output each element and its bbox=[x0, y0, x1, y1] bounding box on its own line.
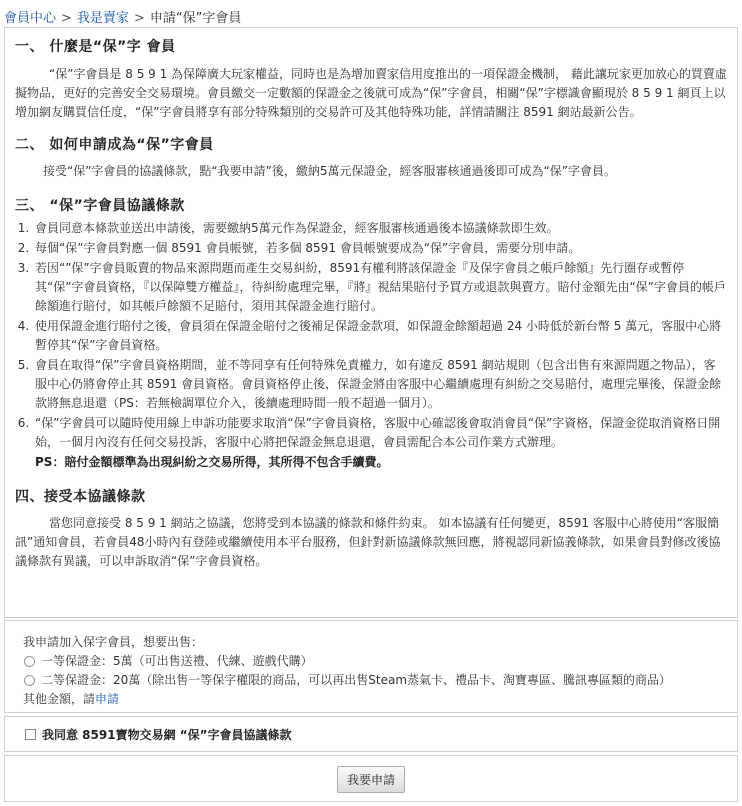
agree-checkbox[interactable] bbox=[25, 729, 36, 740]
section-body-what: “保”字會員是 8 5 9 1 為保障廣大玩家權益，同時也是為增加賣家信用度推出的一項保證金機制， 藉此讓玩家更加放心的買賣虛擬物品，更好的完善安全交易環境。會員繳交一定數額的保證金之後就可成為“保”字會員，相關“保”字標識會顯現於 8 5 9 1 網頁上以增加網友購買信任度，“保”字會員將享有部分特殊類別的交易許可及其他特殊功能，詳情請關注 8591 網站最新公告。 bbox=[15, 67, 727, 119]
breadcrumb bbox=[4, 7, 241, 26]
deposit-option-20[interactable] bbox=[23, 671, 737, 690]
section-body-accept: 當您同意接受 8 5 9 1 網站之協議，您將受到本協議的條款和條件約束。 如本協議有任何變更，8591 客服中心將使用“客服簡訊”通知會員，若會員48小時內有登陸或繼續使用本平台服務，但針對新協議條款無回應，將視認同新協義條款，如果會員對修改後協議條款有異議，可以申訴取消“保”字會員資格。 bbox=[15, 516, 721, 568]
other-amount-line bbox=[23, 690, 737, 709]
deposit-option-5-label[interactable]: 一等保證金：5萬（可出售送禮、代練、遊戲代購） bbox=[41, 654, 313, 668]
deposit-option-20-label[interactable]: 二等保證金：20萬（除出售一等保字權限的商品，可以再出售Steam蒸氣卡、禮品卡、淘寶專區、騰訊專區類的商品） bbox=[41, 673, 672, 687]
radio-button[interactable] bbox=[24, 656, 35, 667]
radio-button[interactable] bbox=[24, 675, 35, 686]
agree-panel bbox=[4, 716, 738, 752]
terms-item: 1. 會員同意本條款並送出申請後，需要繳納5萬元作為保證金，經客服審核通過後本協議條款即生效。 bbox=[33, 219, 727, 238]
breadcrumb-current: 申請“保”字會員 bbox=[149, 11, 242, 26]
agreement-panel bbox=[4, 27, 738, 618]
deposit-options-panel bbox=[4, 620, 738, 713]
terms-list bbox=[15, 219, 727, 452]
other-amount-apply-link[interactable]: 申請 bbox=[95, 692, 120, 706]
deposit-option-5[interactable] bbox=[23, 652, 737, 671]
submit-panel bbox=[4, 755, 738, 802]
section-title-accept: 四、接受本協議條款 bbox=[15, 489, 146, 505]
terms-ps-note: PS：賠付金額標準為出現糾紛之交易所得，其所得不包含手續費。 bbox=[35, 455, 389, 469]
section-title-how: 二、 如何申請成為“保”字會員 bbox=[15, 137, 214, 153]
breadcrumb-separator: > bbox=[133, 11, 145, 26]
section-body-how: 接受“保”字會員的協議條款，點“我要申請”後，繳納5萬元保證金，經客服審核通過後即可成為“保”字會員。 bbox=[43, 164, 616, 178]
options-prompt: 我申請加入保字會員，想要出售： bbox=[23, 635, 204, 649]
terms-item: 2. 每個“保”字會員對應一個 8591 會員帳號，若多個 8591 會員帳號要成為“保”字會員，需要分別申請。 bbox=[33, 239, 727, 258]
apply-button[interactable]: 我要申請 bbox=[337, 766, 405, 793]
section-title-terms: 三、 “保”字會員協議條款 bbox=[15, 198, 185, 214]
breadcrumb-member-center[interactable]: 會員中心 bbox=[4, 11, 57, 26]
agree-checkbox-label[interactable]: 我同意 8591寶物交易網 “保”字會員協議條款 bbox=[42, 728, 292, 742]
breadcrumb-separator: > bbox=[61, 11, 72, 26]
other-amount-text: 其他金額，請 bbox=[23, 692, 96, 706]
terms-item: 3. 若因“”保”字會員販賣的物品來源問題而產生交易糾紛，8591有權利將該保證金『及保字會員之帳戶餘額』先行圈存或暫停其“保”字會員資格，『以保障雙方權益』，待糾紛處理完畢，『將』視結果賠付予買方或退款與賣方。賠付金額先由“保”字會員的帳戶餘額進行賠付，如其帳戶餘額不足賠付，須用其保證金進行賠付。 bbox=[33, 259, 727, 316]
section-title-what: 一、 什麼是“保”字 會員 bbox=[15, 39, 176, 55]
terms-item: 4. 使用保證金進行賠付之後，會員須在保證金賠付之後補足保證金款項，如保證金餘額超過 24 小時低於新台幣 5 萬元，客服中心將暫停其“保”字會員資格。 bbox=[33, 317, 727, 355]
breadcrumb-seller[interactable]: 我是賣家 bbox=[76, 11, 129, 26]
terms-item: 5. 會員在取得“保”字會員資格期間，並不等同享有任何特殊免責權力，如有違反 8591 網站規則（包含出售有來源問題之物品），客服中心仍將會停止其 8591 會員資格。會員資格停止後，保證金將由客服中心繼續處理有糾紛之交易賠付，處理完畢後，保證金餘款將無息退還（PS：若無檢調單位介入，後續處理時間一般不超過一個月）。 bbox=[33, 356, 727, 413]
terms-item: 6. “保”字會員可以隨時使用線上申訴功能要求取消“保”字會員資格，客服中心確認後會取消會員“保”字資格，保證金從取消資格日開始，一個月內沒有任何交易投訴，客服中心將把保證金無息退還，會員需配合本公司作業方式辦理。 bbox=[33, 414, 727, 452]
